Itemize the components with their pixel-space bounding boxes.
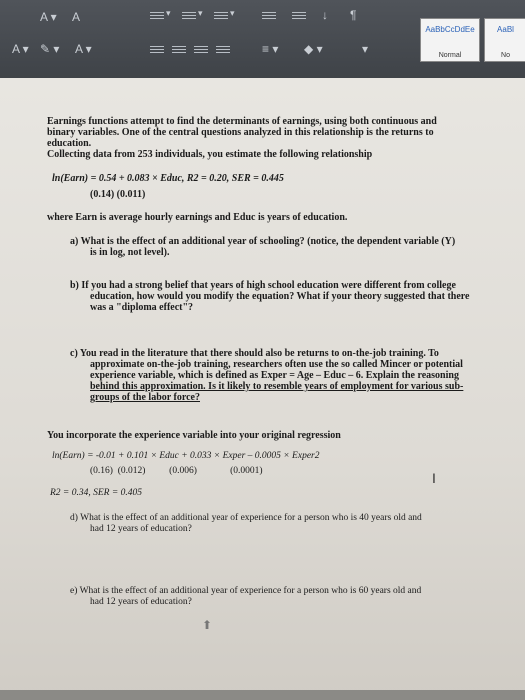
grow-font-icon[interactable]: A: [72, 10, 81, 24]
question-b: education, how would you modify the equation? What if your theory suggested that there: [90, 291, 470, 302]
collect-line: Collecting data from 253 individuals, you estimate the following relationship: [47, 149, 373, 160]
question-b: b) If you had a strong belief that years of high school education were different from college: [70, 280, 456, 291]
question-c: experience variable, which is defined as Exper = Age – Educ – 6. Explain the reasoning: [90, 370, 459, 381]
question-c: behind this approximation. Is it likely to resemble years of employment for various sub-: [90, 381, 464, 392]
word-ribbon-toolbar: [0, 0, 525, 78]
question-a: a) What is the effect of an additional year of schooling? (notice, the dependent variable (Y): [70, 236, 456, 247]
mouse-pointer-icon: ⬆: [202, 618, 213, 632]
pilcrow-icon[interactable]: ¶: [350, 8, 357, 22]
increase-indent-icon[interactable]: [292, 10, 306, 20]
bullets-list-icon[interactable]: [150, 10, 164, 20]
multilevel-list-icon[interactable]: [214, 10, 228, 20]
intro-line: education.: [47, 138, 92, 149]
equation-1: ln(Earn) = 0.54 + 0.083 × Educ, R2 = 0.20, SER = 0.445: [52, 173, 284, 184]
document-page[interactable]: [0, 78, 525, 700]
intro-line: binary variables. One of the central questions analyzed in this relationship is the returns to: [47, 127, 434, 138]
text-cursor-icon: I: [432, 470, 436, 486]
question-e: e) What is the effect of an additional year of experience for a person who is 60 years old and: [70, 586, 422, 596]
chevron-down-icon[interactable]: ▾: [230, 8, 235, 18]
align-center-icon[interactable]: [172, 44, 186, 54]
font-size-dropdown[interactable]: A ▾: [40, 10, 57, 24]
chevron-down-icon[interactable]: ▾: [198, 8, 203, 18]
equation-2-stats: R2 = 0.34, SER = 0.405: [50, 488, 142, 498]
line-spacing-icon[interactable]: ≡ ▾: [262, 42, 279, 56]
style-no-spacing[interactable]: AaBl No: [484, 18, 525, 62]
question-a: is in log, not level).: [90, 247, 170, 258]
text-highlight-icon[interactable]: A ▾: [12, 42, 29, 56]
incorporate-line: You incorporate the experience variable into your original regression: [47, 430, 341, 441]
borders-icon[interactable]: ▾: [362, 42, 369, 56]
numbered-list-icon[interactable]: [182, 10, 196, 20]
sort-icon[interactable]: ↓: [322, 8, 328, 22]
chevron-down-icon[interactable]: ▾: [166, 8, 171, 18]
shading-icon[interactable]: ◆ ▾: [304, 42, 323, 56]
align-right-icon[interactable]: [194, 44, 208, 54]
status-bar: [0, 690, 525, 700]
equation-2: ln(Earn) = -0.01 + 0.101 × Educ + 0.033 × Exper – 0.0005 × Exper2: [52, 451, 320, 461]
question-c: c) You read in the literature that there should also be returns to on-the-job training. To: [70, 348, 439, 359]
intro-line: Earnings functions attempt to find the determinants of earnings, using both continuous and: [47, 116, 437, 127]
style-normal[interactable]: AaBbCcDdEe Normal: [420, 18, 480, 62]
question-e: had 12 years of education?: [90, 597, 192, 607]
font-color-icon[interactable]: A ▾: [75, 42, 92, 56]
align-left-icon[interactable]: [150, 44, 164, 54]
highlighter-icon[interactable]: ✎ ▾: [40, 42, 60, 56]
justify-icon[interactable]: [216, 44, 230, 54]
question-d: d) What is the effect of an additional year of experience for a person who is 40 years old and: [70, 513, 422, 523]
equation-2-se: (0.16) (0.012) (0.006) (0.0001): [90, 466, 263, 476]
question-c: approximate on-the-job training, researchers often use the so called Mincer or potential: [90, 359, 463, 370]
decrease-indent-icon[interactable]: [262, 10, 276, 20]
question-b: was a "diploma effect"?: [90, 302, 194, 313]
question-d: had 12 years of education?: [90, 524, 192, 534]
where-line: where Earn is average hourly earnings and Educ is years of education.: [47, 212, 348, 223]
equation-1-se: (0.14) (0.011): [90, 189, 146, 200]
question-c: groups of the labor force?: [90, 392, 200, 403]
